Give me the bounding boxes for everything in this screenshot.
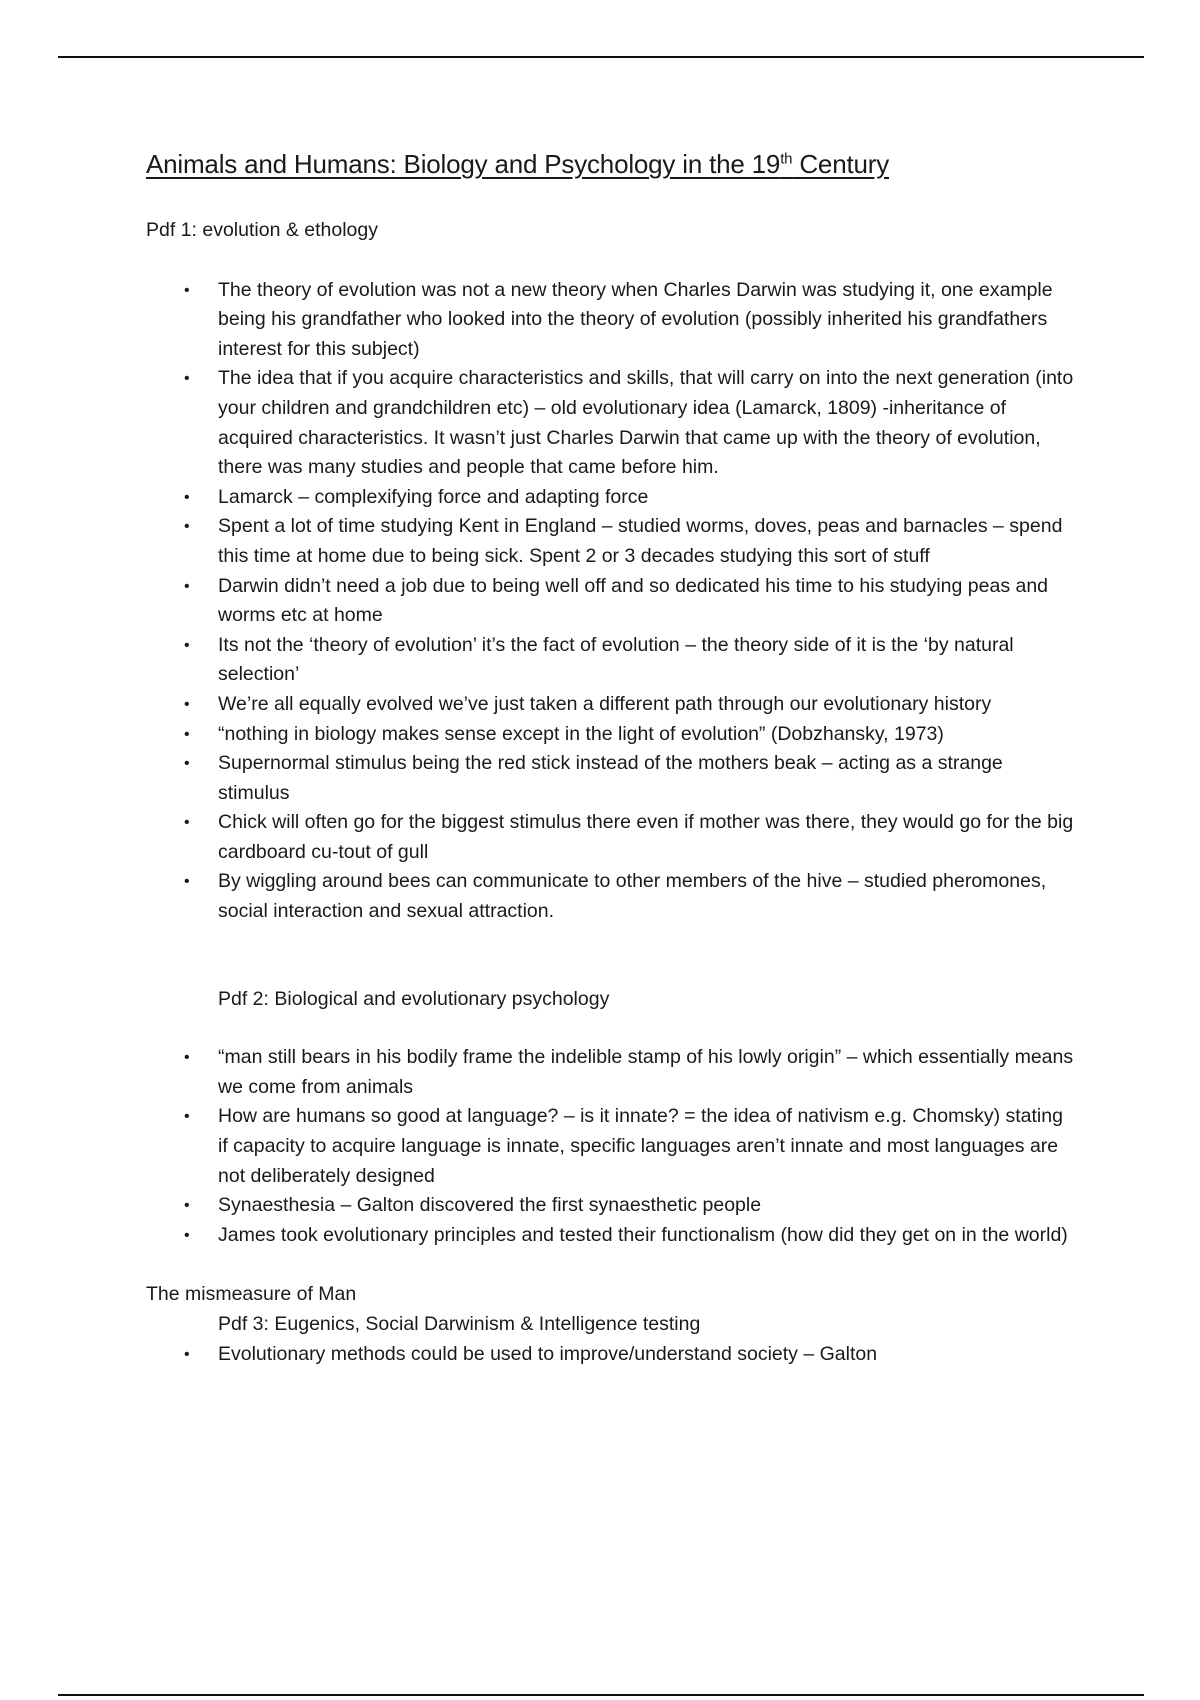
bullet-icon: • — [184, 1345, 190, 1363]
bullet-icon: • — [184, 814, 190, 832]
bullet-icon: • — [184, 577, 190, 595]
bullet-icon: • — [184, 1226, 190, 1244]
bullet-icon: • — [184, 695, 190, 713]
list-item — [146, 1221, 1076, 1251]
section-2-heading: Pdf 2: Biological and evolutionary psychology — [218, 987, 610, 1010]
section-1-list — [146, 276, 1076, 927]
list-item — [146, 720, 1076, 750]
footer-rule — [58, 1694, 1144, 1696]
section-3-list — [146, 1340, 1076, 1370]
list-item-text: Its not the ‘theory of evolution’ it’s the fact of evolution – the theory side of it is the ‘by natural selection’ — [218, 633, 1014, 686]
section-3-intro: The mismeasure of Man — [146, 1283, 357, 1306]
list-item — [146, 1340, 1076, 1370]
list-item — [146, 512, 1076, 571]
bullet-icon: • — [184, 1108, 190, 1126]
list-item-text: James took evolutionary principles and tested their functionalism (how did they get on in the world) — [218, 1223, 1068, 1246]
list-item — [146, 867, 1076, 926]
list-item — [146, 1043, 1076, 1102]
title-superscript: th — [780, 150, 793, 168]
bullet-icon: • — [184, 488, 190, 506]
title-suffix: Century — [792, 149, 889, 179]
list-item-text: We’re all equally evolved we’ve just taken a different path through our evolutionary history — [218, 692, 992, 715]
document-title — [146, 146, 1076, 182]
bullet-icon: • — [184, 1049, 190, 1067]
list-item — [146, 1191, 1076, 1221]
list-item-text: How are humans so good at language? – is it innate? = the idea of nativism e.g. Chomsky) stating if capacity to acquire language is innate, specific languages aren’t innate and most languages are not deliberately designed — [218, 1105, 1063, 1187]
bullet-icon: • — [184, 636, 190, 654]
list-item-text: Synaesthesia – Galton discovered the first synaesthetic people — [218, 1194, 762, 1217]
bullet-icon: • — [184, 370, 190, 388]
list-item-text: Lamarck – complexifying force and adapting force — [218, 485, 649, 508]
section-2-list — [146, 1043, 1076, 1250]
section-1-heading: Pdf 1: evolution & ethology — [146, 219, 378, 241]
list-item — [146, 276, 1076, 365]
list-item-text: Chick will often go for the biggest stimulus there even if mother was there, they would go for the big cardboard cu-tout of gull — [218, 811, 1074, 863]
list-item-text: Supernormal stimulus being the red stick instead of the mothers beak – acting as a strange stimulus — [218, 752, 1003, 804]
list-item-text: The theory of evolution was not a new theory when Charles Darwin was studying it, one example being his grandfather who looked into the theory of evolution (possibly inherited his grandfathers interest for this subject) — [218, 278, 1053, 360]
list-item — [146, 364, 1076, 482]
bullet-icon: • — [184, 873, 190, 891]
bullet-icon: • — [184, 1197, 190, 1215]
header-rule — [58, 56, 1144, 58]
list-item-text: Spent a lot of time studying Kent in England – studied worms, doves, peas and barnacles – spend this time at home due to being sick. Spent 2 or 3 decades studying this sort of stuff — [218, 515, 1063, 567]
list-item — [146, 631, 1076, 690]
list-item — [146, 749, 1076, 808]
list-item — [146, 572, 1076, 631]
list-item — [146, 690, 1076, 720]
list-item-text: Darwin didn’t need a job due to being well off and so dedicated his time to his studying peas and worms etc at home — [218, 574, 1049, 627]
list-item-text: Evolutionary methods could be used to improve/understand society – Galton — [218, 1342, 878, 1365]
bullet-icon: • — [184, 518, 190, 536]
list-item-text: “nothing in biology makes sense except in the light of evolution” (Dobzhansky, 1973) — [218, 722, 944, 745]
list-item — [146, 808, 1076, 867]
document-body — [146, 146, 1076, 1369]
list-item-text: The idea that if you acquire characteristics and skills, that will carry on into the next generation (into your children and grandchildren etc) – old evolutionary idea (Lamarck, 1809) -inheritance of acquired characteristics. It wasn’t just Charles Darwin that came up with the theory of evolution, there was many studies and people that came before him. — [218, 367, 1074, 479]
bullet-icon: • — [184, 281, 190, 299]
list-item-text: “man still bears in his bodily frame the indelible stamp of his lowly origin” – which essentially means we come from animals — [218, 1046, 1074, 1098]
section-3-heading: Pdf 3: Eugenics, Social Darwinism & Intelligence testing — [218, 1313, 701, 1335]
bullet-icon: • — [184, 755, 190, 773]
title-text: Animals and Humans: Biology and Psychology in the 19 — [146, 149, 781, 179]
list-item — [146, 1102, 1076, 1191]
list-item — [146, 483, 1076, 513]
list-item-text: By wiggling around bees can communicate to other members of the hive – studied pheromones, social interaction and sexual attraction. — [218, 870, 1047, 923]
bullet-icon: • — [184, 725, 190, 743]
